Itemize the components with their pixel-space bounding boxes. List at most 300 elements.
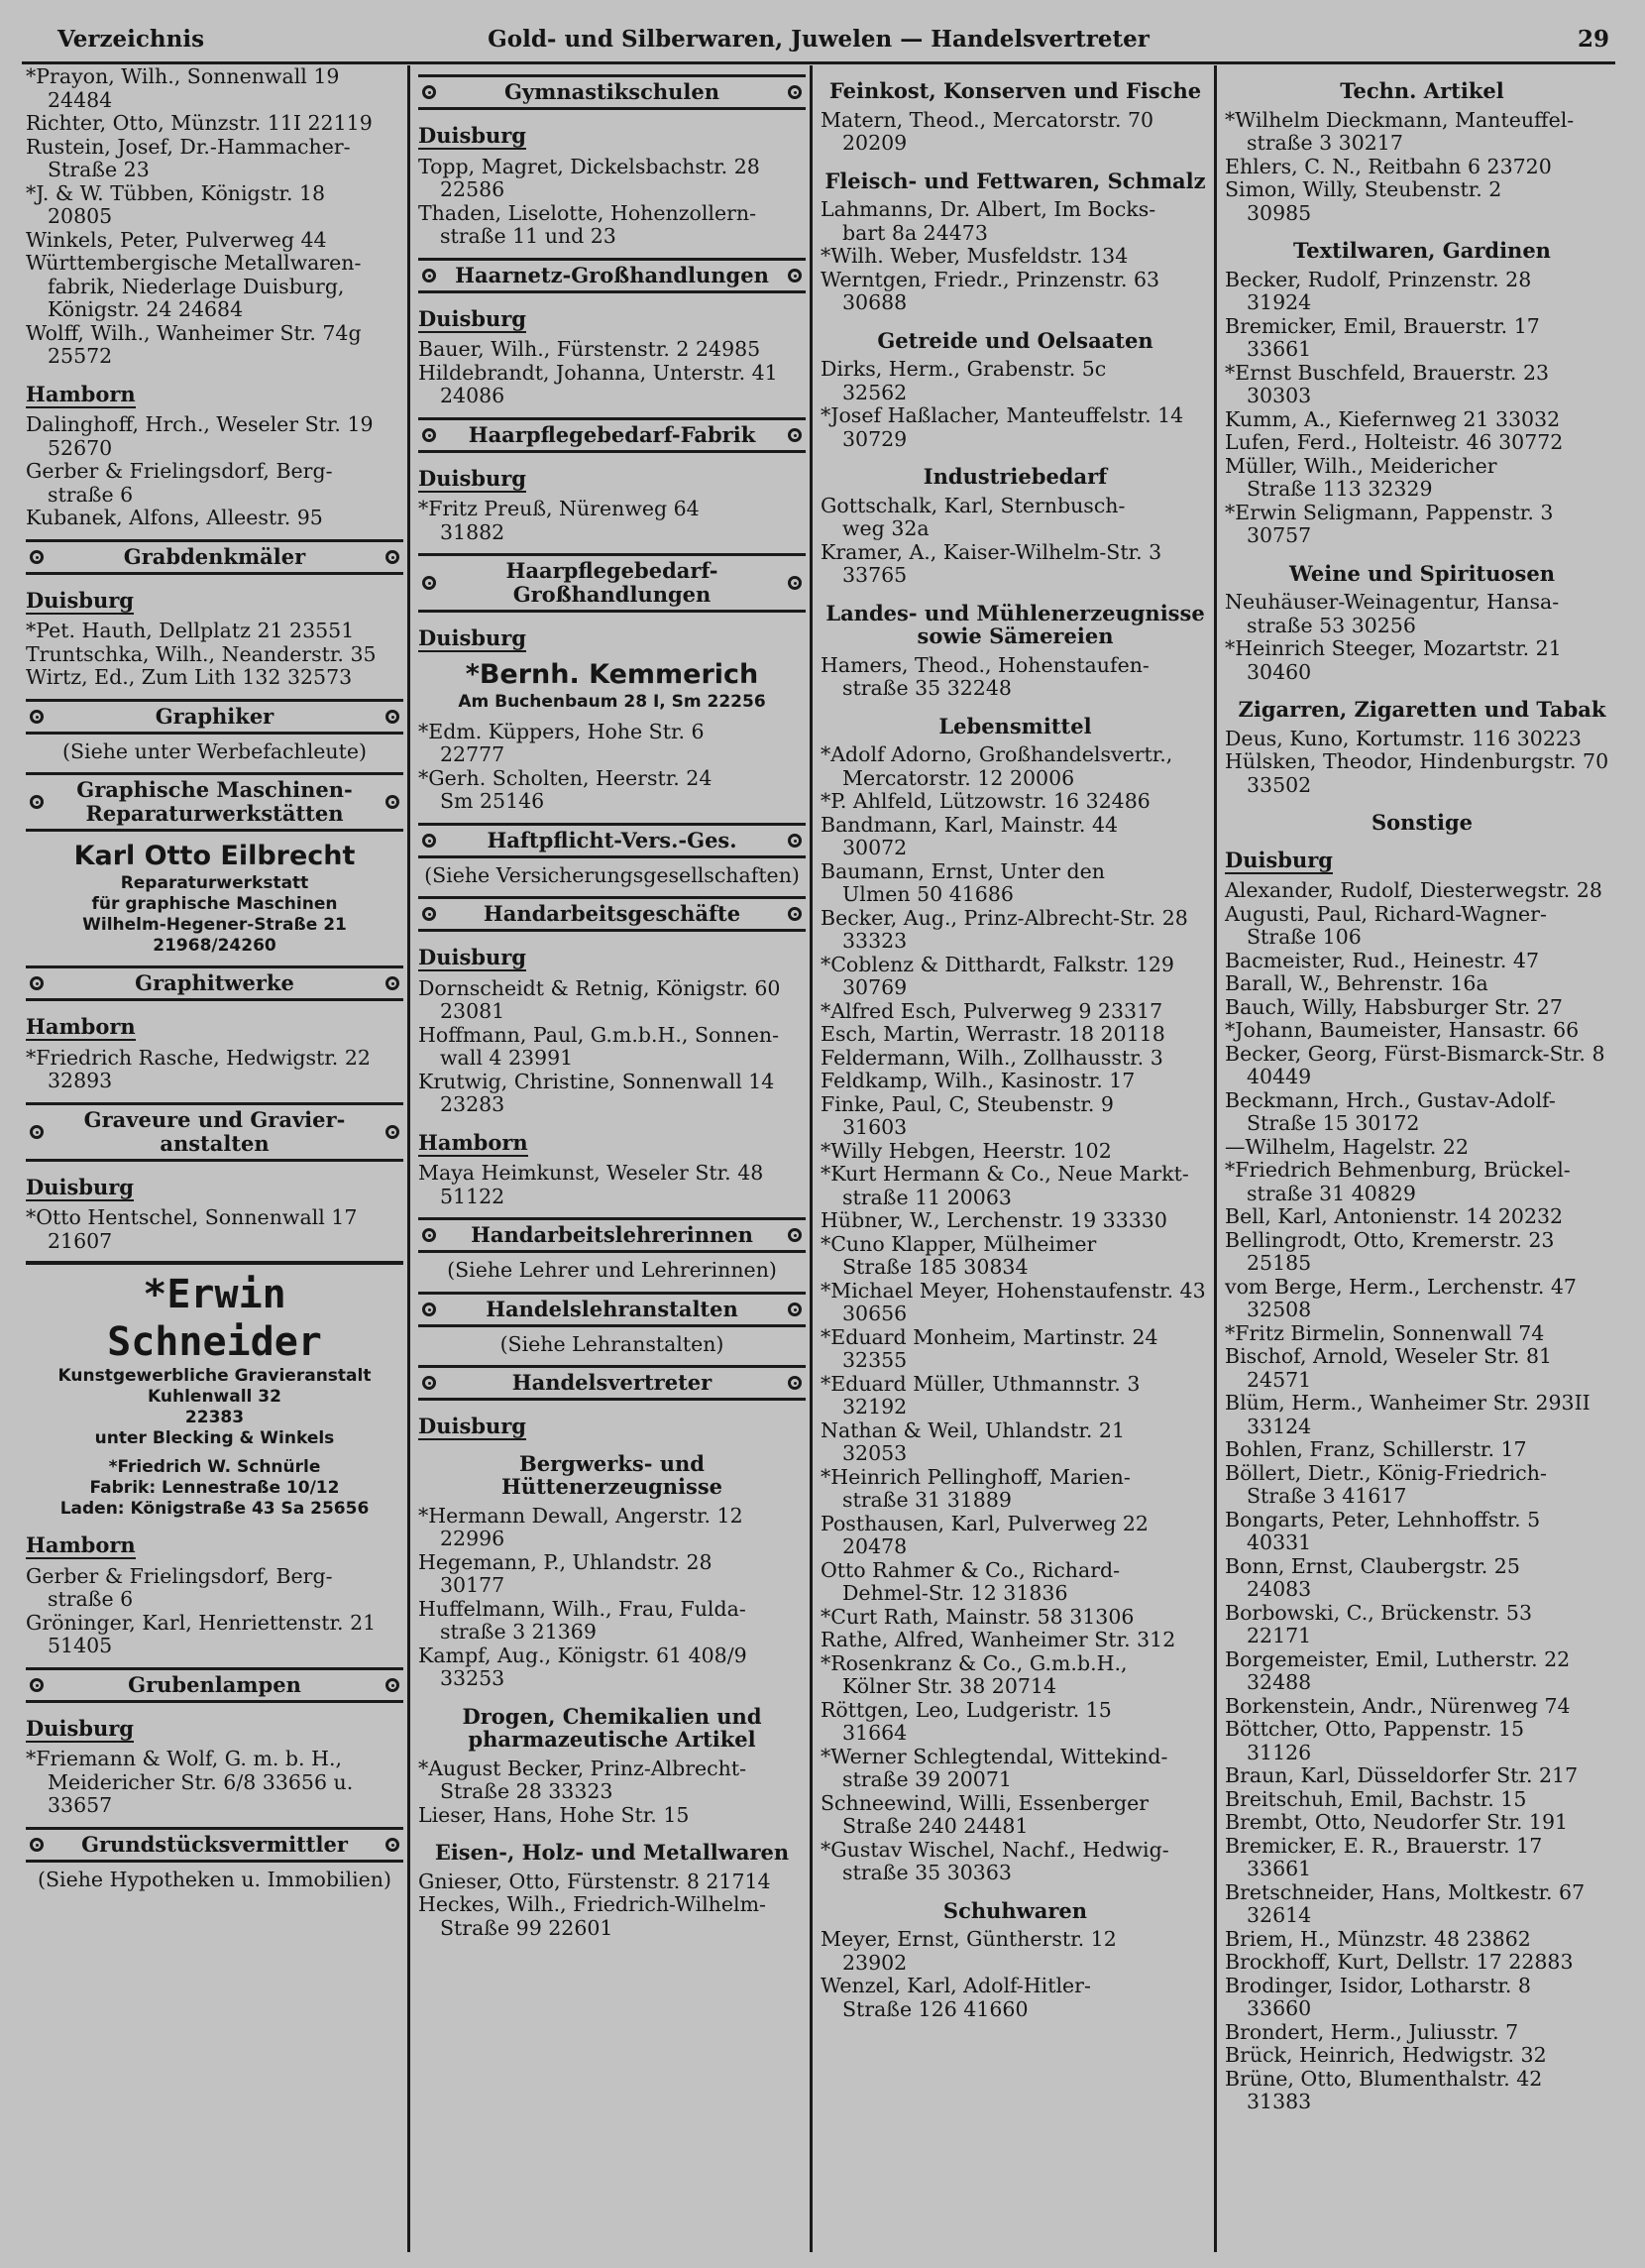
category-heading <box>26 539 403 575</box>
entry-line: 40449 <box>1247 1065 1312 1088</box>
category-title <box>440 80 784 104</box>
city-heading <box>26 383 403 406</box>
subcategory-heading: Feinkost, Konserven und Fische <box>828 78 1202 103</box>
directory-entry <box>821 358 1210 404</box>
directory-entry <box>26 620 403 643</box>
directory-entry <box>1225 1648 1619 1695</box>
directory-entry <box>418 1804 806 1828</box>
directory-entry <box>418 977 806 1024</box>
entry-line: Kölner Str. 38 20714 <box>842 1674 1056 1698</box>
entry-line: *J. & W. Tübben, Königstr. 18 <box>26 180 326 205</box>
ad-line: Am Buchenbaum 28 I, Sm 22256 <box>458 691 766 712</box>
city-heading <box>26 1533 403 1557</box>
category-title <box>440 423 784 447</box>
entry-line: Krutwig, Christine, Sonnenwall 14 <box>418 1069 775 1093</box>
ring-ornament-icon <box>30 1125 44 1139</box>
entry-line: 32355 <box>842 1348 908 1372</box>
directory-entry <box>821 1047 1210 1071</box>
ring-ornament-icon <box>788 907 802 921</box>
directory-entry <box>821 404 1210 451</box>
ring-ornament-icon <box>788 834 802 848</box>
category-title-line: Grabdenkmäler <box>123 543 306 569</box>
entry-line: straße 6 <box>48 1587 134 1611</box>
entry-line: Wolff, Wilh., Wanheimer Str. 74g <box>26 320 362 345</box>
entry-line: Wenzel, Karl, Adolf-Hitler- <box>821 1974 1091 1997</box>
directory-entry <box>26 1206 403 1253</box>
ring-ornament-icon <box>385 795 399 809</box>
category-title-line: Haarpflegebedarf- <box>505 558 718 583</box>
entry-line: Brüne, Otto, Blumenthalstr. 42 <box>1225 2066 1543 2091</box>
directory-entry <box>821 654 1210 701</box>
entry-line: Becker, Rudolf, Prinzenstr. 28 <box>1225 267 1532 291</box>
entry-line: Kampf, Aug., Königstr. 61 408/9 <box>418 1643 747 1667</box>
directory-entry <box>821 814 1210 860</box>
entry-line: 20805 <box>48 204 113 228</box>
entry-line: Deus, Kuno, Kortumstr. 116 30223 <box>1225 726 1582 750</box>
city-name: Hamborn <box>26 1014 136 1039</box>
entry-line: *Cuno Klapper, Mülheimer <box>821 1231 1097 1256</box>
directory-entry <box>1225 879 1619 903</box>
entry-line: Blüm, Herm., Wanheimer Str. 293II <box>1225 1391 1590 1415</box>
directory-entry <box>1225 903 1619 950</box>
ring-ornament-icon <box>788 1228 802 1242</box>
entry-line: *P. Ahlfeld, Lützowstr. 16 32486 <box>821 789 1151 813</box>
entry-line: Feldermann, Wilh., Zollhausstr. 3 <box>821 1045 1163 1070</box>
entry-line: straße 3 30217 <box>1247 131 1403 155</box>
entry-line: 51405 <box>48 1634 113 1657</box>
directory-entry <box>1225 1462 1619 1509</box>
ring-ornament-icon <box>422 85 436 99</box>
directory-entry <box>1225 269 1619 315</box>
entry-line: 30729 <box>842 426 908 451</box>
entry-line: Hegemann, P., Uhlandstr. 28 <box>418 1549 713 1574</box>
entry-line: *Alfred Esch, Pulverweg 9 23317 <box>821 998 1163 1023</box>
entry-line: Otto Rahmer & Co., Richard- <box>821 1557 1121 1582</box>
entry-line: Bauch, Willy, Habsburger Str. 27 <box>1225 994 1563 1019</box>
city-name: Hamborn <box>418 1129 528 1155</box>
entry-line: Topp, Magret, Dickelsbachstr. 28 <box>418 154 760 178</box>
ring-ornament-icon <box>385 710 399 724</box>
entry-line: 32192 <box>842 1395 908 1418</box>
directory-entry <box>1225 2068 1619 2114</box>
city-name: Hamborn <box>26 1532 136 1557</box>
entry-line: Truntschka, Wilh., Neanderstr. 35 <box>26 641 377 666</box>
entry-line: wall 4 23991 <box>440 1046 574 1070</box>
ring-ornament-icon <box>422 834 436 848</box>
category-title <box>48 778 382 826</box>
entry-line: 32893 <box>48 1069 113 1092</box>
ring-ornament-icon <box>30 710 44 724</box>
entry-line: Böttcher, Otto, Pappenstr. 15 <box>1225 1717 1525 1741</box>
category-title <box>48 1673 382 1697</box>
entry-line: Hülsken, Theodor, Hindenburgstr. 70 <box>1225 749 1609 773</box>
directory-entry <box>1225 1555 1619 1602</box>
category-title-line: Handelsvertreter <box>511 1370 713 1395</box>
entry-line: 25185 <box>1247 1251 1312 1275</box>
directory-entry <box>1225 109 1619 156</box>
entry-line: Müller, Wilh., Meidericher <box>1225 453 1497 478</box>
entry-line: 32562 <box>842 380 908 404</box>
ring-ornament-icon <box>385 1125 399 1139</box>
entry-line: *Hermann Dewall, Angerstr. 12 <box>418 1503 743 1528</box>
entry-line: 33661 <box>1247 1857 1312 1880</box>
subcategory-heading: Industriebedarf <box>923 464 1108 489</box>
directory-entry <box>1225 362 1619 408</box>
entry-line: Königstr. 24 24684 <box>48 297 244 321</box>
city-heading <box>26 1717 403 1741</box>
entry-line: Dirks, Herm., Grabenstr. 5c <box>821 357 1107 381</box>
ring-ornament-icon <box>30 976 44 990</box>
entry-line: Brück, Heinrich, Hedwigstr. 32 <box>1225 2043 1547 2067</box>
directory-entry <box>1225 1764 1619 1788</box>
entry-line: Lufen, Ferd., Holteistr. 46 30772 <box>1225 430 1564 454</box>
subcategory-heading: Techn. Artikel <box>1340 78 1504 103</box>
ad-line: Kuhlenwall 32 <box>148 1387 281 1407</box>
category-title-line: Haftpflicht-Vers.-Ges. <box>487 827 737 852</box>
category-title <box>440 1223 784 1247</box>
entry-line: Kubanek, Alfons, Alleestr. 95 <box>26 506 323 529</box>
entry-line: 51122 <box>440 1184 505 1208</box>
directory-entry <box>1225 1392 1619 1438</box>
category-title <box>440 264 784 287</box>
entry-line: Winkels, Peter, Pulverweg 44 <box>26 227 327 252</box>
entry-line: Esch, Martin, Werrastr. 18 20118 <box>821 1022 1165 1046</box>
entry-line: 24086 <box>440 384 505 407</box>
ring-ornament-icon <box>30 1838 44 1852</box>
entry-line: Straße 240 24481 <box>842 1814 1029 1838</box>
column-3 <box>817 65 1217 2252</box>
entry-line: 32508 <box>1247 1298 1312 1321</box>
directory-entry <box>821 1326 1210 1373</box>
entry-line: Ulmen 50 41686 <box>842 882 1014 906</box>
category-heading <box>26 1827 403 1863</box>
directory-entry <box>821 1513 1210 1559</box>
entry-line: Becker, Aug., Prinz-Albrecht-Str. 28 <box>821 905 1188 930</box>
advertisement <box>26 840 403 957</box>
directory-entry <box>26 112 403 136</box>
entry-line: Brembt, Otto, Neudorfer Str. 191 <box>1225 1810 1569 1834</box>
ring-ornament-icon <box>30 1678 44 1692</box>
ad-line: Reparaturwerkstatt <box>120 873 309 893</box>
category-title-line: Graphitwerke <box>135 970 294 995</box>
category-heading <box>418 74 806 110</box>
directory-entry <box>26 1612 403 1658</box>
subcategory-heading: Schuhwaren <box>942 1897 1088 1923</box>
directory-entry <box>821 198 1210 245</box>
entry-line: 33502 <box>1247 772 1312 797</box>
category-title-line: Haarpflegebedarf-Fabrik <box>468 421 756 447</box>
entry-line: *Fritz Birmelin, Sonnenwall 74 <box>1225 1320 1545 1345</box>
entry-line: *Fritz Preuß, Nürenweg 64 <box>418 497 700 520</box>
subcategory-heading: Bergwerks- und Hüttenerzeugnisse <box>500 1450 723 1499</box>
entry-line: 32053 <box>842 1441 908 1465</box>
directory-entry <box>1225 637 1619 684</box>
entry-line: Dalinghoff, Hrch., Weseler Str. 19 <box>26 412 374 436</box>
directory-entry <box>1225 156 1619 179</box>
directory-entry <box>1225 1811 1619 1835</box>
entry-line: 33765 <box>842 563 908 587</box>
entry-line: *Michael Meyer, Hohenstaufenstr. 43 <box>821 1278 1206 1303</box>
entry-line: Borgemeister, Emil, Lutherstr. 22 <box>1225 1646 1571 1671</box>
city-name: Duisburg <box>26 1174 134 1199</box>
directory-entry <box>26 65 403 112</box>
directory-entry <box>1225 1695 1619 1719</box>
entry-line: Barall, W., Behrenstr. 16a <box>1225 971 1488 995</box>
entry-line: 31664 <box>842 1721 908 1745</box>
directory-entry <box>1225 1322 1619 1346</box>
ring-ornament-icon <box>788 576 802 590</box>
category-title <box>48 1833 382 1857</box>
ring-ornament-icon <box>422 269 436 283</box>
entry-line: 30688 <box>842 290 908 314</box>
entry-line: Bacmeister, Rud., Heinestr. 47 <box>1225 948 1539 972</box>
directory-entry <box>26 413 403 460</box>
entry-line: *Friemann & Wolf, G. m. b. H., <box>26 1747 342 1770</box>
directory-entry <box>821 1023 1210 1047</box>
entry-line: *Eduard Monheim, Martinstr. 24 <box>821 1324 1158 1349</box>
entry-line: 33657 <box>48 1793 113 1817</box>
entry-line: 31882 <box>440 519 505 544</box>
directory-entry <box>1225 455 1619 502</box>
category-title <box>48 545 382 569</box>
category-title-line: anstalten <box>160 1130 270 1156</box>
entry-line: Ehlers, C. N., Reitbahn 6 23720 <box>1225 154 1552 178</box>
advertisement <box>26 1457 403 1520</box>
directory-entry <box>1225 1019 1619 1043</box>
entry-line: *Eduard Müller, Uthmannstr. 3 <box>821 1371 1141 1396</box>
entry-line: *Wilhelm Dieckmann, Manteuffel- <box>1225 107 1575 132</box>
category-title <box>48 705 382 729</box>
entry-line: Hübner, W., Lerchenstr. 19 33330 <box>821 1208 1167 1232</box>
entry-line: 30757 <box>1247 523 1312 547</box>
entry-line: Brodinger, Isidor, Lotharstr. 8 <box>1225 1973 1531 1997</box>
entry-line: bart 8a 24473 <box>842 220 988 245</box>
advertisement <box>26 1261 403 1449</box>
entry-line: Becker, Georg, Fürst-Bismarck-Str. 8 <box>1225 1041 1605 1066</box>
directory-entry <box>821 541 1210 588</box>
directory-entry <box>1225 1509 1619 1555</box>
directory-entry <box>418 498 806 544</box>
entry-line: *Erwin Seligmann, Pappenstr. 3 <box>1225 500 1554 524</box>
directory-entry <box>418 767 806 814</box>
ad-line: *Bernh. Kemmerich <box>465 658 759 690</box>
directory-entry <box>821 1792 1210 1839</box>
entry-line: 22171 <box>1247 1624 1312 1647</box>
directory-entry <box>1225 1089 1619 1136</box>
directory-entry <box>418 1644 806 1691</box>
header-title: Gold- und Silberwaren, Juwelen — Handelsvertreter <box>488 26 1150 53</box>
entry-line: *Josef Haßlacher, Manteuffelstr. 14 <box>821 403 1184 427</box>
entry-line: Gerber & Frielingsdorf, Berg- <box>26 459 333 483</box>
subcategory-heading: Landes- und Mühlenerzeugnisse sowie Sämereien <box>825 600 1205 648</box>
entry-line: *Ernst Buschfeld, Brauerstr. 23 <box>1225 360 1550 385</box>
entry-line: weg 32a <box>842 516 930 540</box>
category-heading <box>418 1217 806 1253</box>
entry-line: Simon, Willy, Steubenstr. 2 <box>1225 177 1502 201</box>
city-heading <box>418 467 806 491</box>
directory-entry <box>1225 315 1619 362</box>
directory-entry <box>821 1839 1210 1885</box>
directory-entry <box>1225 1602 1619 1648</box>
entry-line: Böllert, Dietr., König-Friedrich- <box>1225 1460 1547 1485</box>
ring-ornament-icon <box>30 550 44 564</box>
entry-line: 30072 <box>842 836 908 859</box>
entry-line: Straße 28 33323 <box>440 1779 613 1803</box>
entry-line: Straße 15 30172 <box>1247 1111 1420 1135</box>
directory-entry <box>1225 591 1619 637</box>
entry-line: 33323 <box>842 929 908 953</box>
category-title-line: Grundstücksvermittler <box>81 1831 348 1857</box>
entry-line: straße 35 32248 <box>842 676 1012 700</box>
entry-line: 52670 <box>48 435 113 460</box>
city-name: Duisburg <box>418 123 526 148</box>
directory-entry <box>821 860 1210 907</box>
directory-entry <box>1225 1788 1619 1812</box>
entry-line: 33660 <box>1247 1996 1312 2020</box>
city-name: Duisburg <box>418 945 526 969</box>
directory-entry <box>1225 1928 1619 1952</box>
directory-entry <box>821 1606 1210 1630</box>
directory-entry <box>418 338 806 362</box>
category-title-line: Großhandlungen <box>512 582 712 607</box>
entry-line: Augusti, Paul, Richard-Wagner- <box>1225 901 1547 926</box>
entry-line: *Adolf Adorno, Großhandelsvertr., <box>821 742 1173 766</box>
category-heading <box>418 553 806 613</box>
ad-line: *Erwin Schneider <box>107 1272 322 1365</box>
entry-line: Heckes, Wilh., Friedrich-Wilhelm- <box>418 1892 766 1916</box>
entry-line: Mercatorstr. 12 20006 <box>842 765 1075 790</box>
entry-line: *Pet. Hauth, Dellplatz 21 23551 <box>26 619 355 642</box>
ring-ornament-icon <box>788 1303 802 1316</box>
entry-line: straße 31 31889 <box>842 1488 1012 1512</box>
ring-ornament-icon <box>788 269 802 283</box>
entry-line: Matern, Theod., Mercatorstr. 70 <box>821 107 1154 132</box>
directory-entry <box>821 1466 1210 1513</box>
category-title <box>48 971 382 995</box>
entry-line: Borkenstein, Andr., Nürenweg 74 <box>1225 1693 1571 1718</box>
city-name: Duisburg <box>418 625 526 650</box>
entry-line: Gerber & Frielingsdorf, Berg- <box>26 1563 333 1588</box>
entry-line: Straße 185 30834 <box>842 1255 1029 1279</box>
directory-entry <box>418 1893 806 1940</box>
ad-line: unter Blecking & Winkels <box>94 1428 335 1448</box>
directory-entry <box>26 460 403 507</box>
entry-line: *Werner Schlegtendal, Wittekind- <box>821 1744 1168 1768</box>
category-heading <box>418 823 806 858</box>
entry-line: 24083 <box>1247 1577 1312 1601</box>
entry-line: Gröninger, Karl, Henriettenstr. 21 <box>26 1610 377 1635</box>
category-heading <box>418 1292 806 1327</box>
city-heading <box>418 1131 806 1155</box>
subcategory-heading: Zigarren, Zigaretten und Tabak <box>1238 697 1606 722</box>
category-title-line: Graphiker <box>155 703 274 729</box>
ad-line: *Friedrich W. Schnürle <box>108 1457 321 1477</box>
entry-line: —Wilhelm, Hagelstr. 22 <box>1225 1134 1470 1159</box>
entry-line: fabrik, Niederlage Duisburg, <box>48 274 345 298</box>
entry-line: Lahmanns, Dr. Albert, Im Bocks- <box>821 197 1156 221</box>
entry-line: 24571 <box>1247 1367 1312 1392</box>
directory-entry <box>821 1209 1210 1233</box>
column-4 <box>1221 65 1623 2252</box>
entry-line: Nathan & Weil, Uhlandstr. 21 <box>821 1418 1125 1442</box>
directory-entry <box>1225 1229 1619 1276</box>
entry-line: 30985 <box>1247 200 1312 225</box>
directory-entry <box>1225 502 1619 548</box>
category-title-line: Handarbeitsgeschäfte <box>483 901 741 926</box>
city-name: Hamborn <box>26 381 136 406</box>
directory-entry <box>821 1163 1210 1209</box>
directory-entry <box>821 495 1210 541</box>
directory-entry <box>1225 408 1619 432</box>
directory-entry <box>821 907 1210 954</box>
entry-line: vom Berge, Herm., Lerchenstr. 47 <box>1225 1274 1577 1299</box>
directory-entry <box>821 1746 1210 1792</box>
see-also-note: (Siehe Hypotheken u. Immobilien) <box>37 1867 392 1891</box>
directory-entry <box>1225 1718 1619 1764</box>
ad-line: Wilhelm-Hegener-Straße 21 <box>82 915 347 935</box>
entry-line: Bandmann, Karl, Mainstr. 44 <box>821 812 1119 837</box>
directory-entry <box>821 1975 1210 2021</box>
entry-line: 30656 <box>842 1302 908 1325</box>
directory-entry <box>26 507 403 530</box>
entry-line: Straße 126 41660 <box>842 1996 1029 2021</box>
directory-entry <box>821 1093 1210 1140</box>
city-heading <box>418 1415 806 1438</box>
entry-line: Sm 25146 <box>440 789 545 813</box>
ring-ornament-icon <box>385 1838 399 1852</box>
ring-ornament-icon <box>788 85 802 99</box>
directory-entry <box>1225 2021 1619 2045</box>
entry-line: Bonn, Ernst, Claubergstr. 25 <box>1225 1553 1520 1578</box>
city-heading <box>418 307 806 331</box>
advertisement <box>418 658 806 713</box>
ad-line: 21968/24260 <box>153 936 276 956</box>
entry-line: Gnieser, Otto, Fürstenstr. 8 21714 <box>418 1869 771 1893</box>
entry-line: Brockhoff, Kurt, Dellstr. 17 22883 <box>1225 1950 1574 1974</box>
directory-entry <box>26 252 403 322</box>
directory-entry <box>1225 950 1619 973</box>
directory-entry <box>418 156 806 202</box>
ring-ornament-icon <box>422 428 436 442</box>
entry-line: Bauer, Wilh., Fürstenstr. 2 24985 <box>418 337 761 361</box>
page-header <box>22 22 1615 64</box>
directory-entry <box>821 1652 1210 1699</box>
column-2 <box>414 65 813 2252</box>
entry-line: 32488 <box>1247 1670 1312 1694</box>
entry-line: straße 31 40829 <box>1247 1181 1416 1205</box>
category-title <box>440 559 784 607</box>
entry-line: 30303 <box>1247 384 1312 407</box>
entry-line: Straße 113 32329 <box>1247 477 1433 501</box>
directory-entry <box>821 1373 1210 1419</box>
entry-line: *Friedrich Rasche, Hedwigstr. 22 <box>26 1045 371 1070</box>
ring-ornament-icon <box>385 1678 399 1692</box>
directory-entry <box>821 790 1210 814</box>
directory-entry <box>1225 972 1619 996</box>
entry-line: Maya Heimkunst, Weseler Str. 48 <box>418 1161 764 1185</box>
entry-line: 30177 <box>440 1573 505 1597</box>
entry-line: *Curt Rath, Mainstr. 58 31306 <box>821 1604 1135 1629</box>
ad-line: Fabrik: Lennestraße 10/12 <box>89 1478 340 1498</box>
category-title-line: Handarbeitslehrerinnen <box>471 1222 753 1247</box>
directory-entry <box>26 182 403 229</box>
directory-entry <box>26 1748 403 1818</box>
entry-line: Neuhäuser-Weinagentur, Hansa- <box>1225 590 1560 614</box>
directory-entry <box>1225 1975 1619 2021</box>
category-heading <box>418 1365 806 1401</box>
entry-line: *Otto Hentschel, Sonnenwall 17 <box>26 1205 358 1229</box>
entry-line: straße 53 30256 <box>1247 613 1416 637</box>
